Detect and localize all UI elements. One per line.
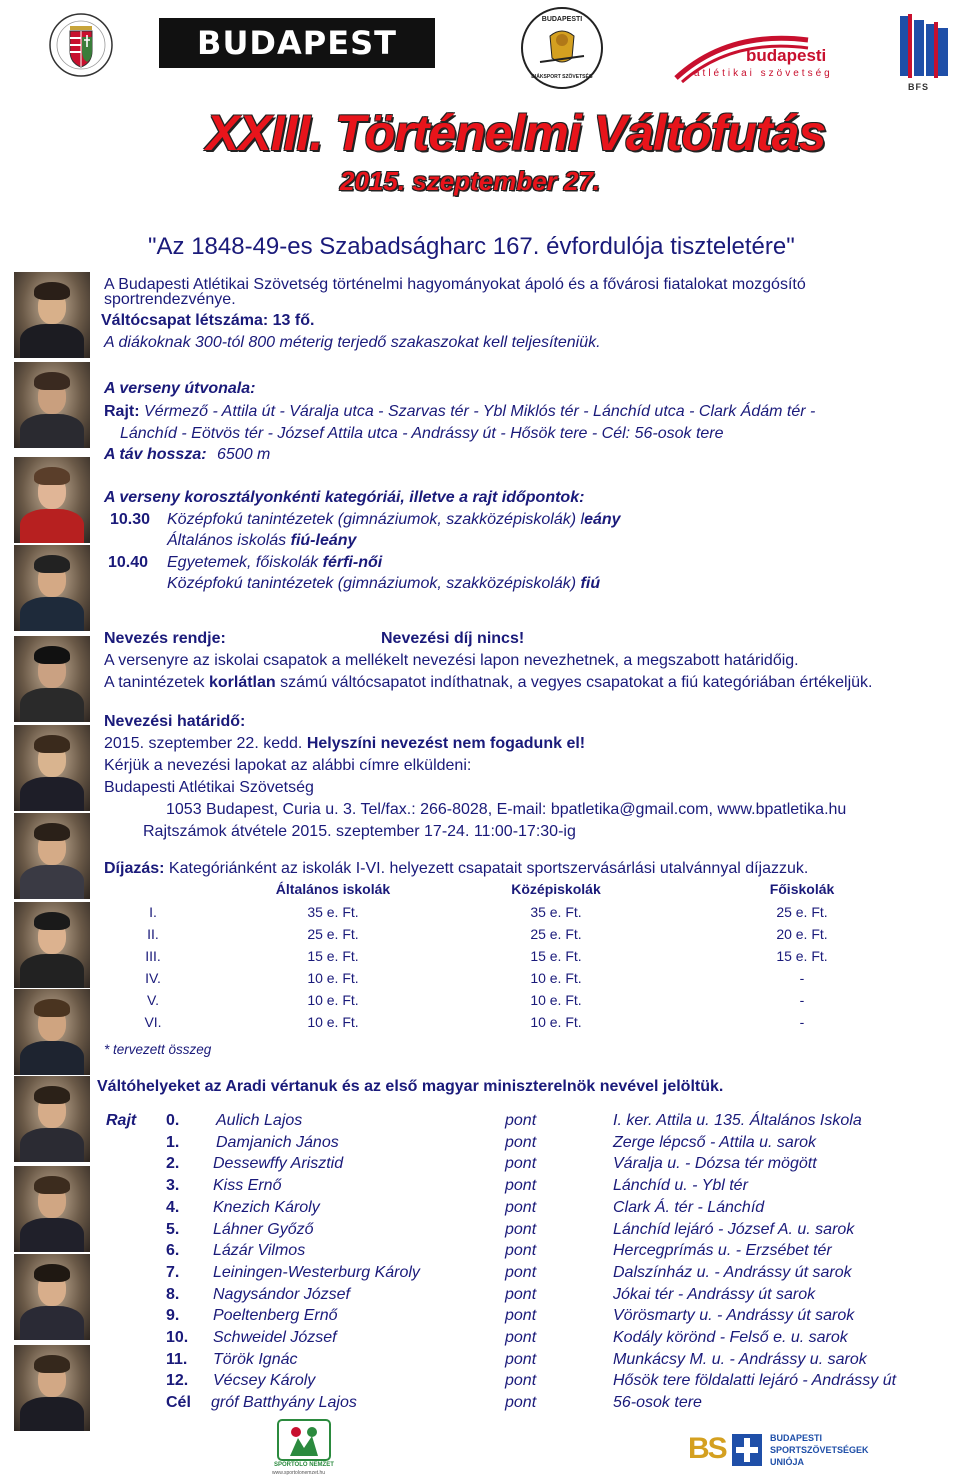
prize-amount: 10 e. Ft. bbox=[530, 1014, 582, 1030]
station-place: 56-osok tere bbox=[613, 1394, 702, 1411]
route-length bbox=[104, 445, 270, 465]
station-name: Vécsey Károly bbox=[213, 1372, 316, 1389]
station-pont: pont bbox=[505, 1177, 537, 1194]
intro-line-1: A Budapesti Atlétikai Szövetség történelmi hagyományokat ápoló és a fővárosi fiatalokat mozgósító bbox=[104, 276, 806, 293]
station-number: 8. bbox=[166, 1286, 180, 1303]
station-pont: pont bbox=[505, 1394, 537, 1411]
event-date: 2015. szeptember 27. bbox=[340, 166, 601, 196]
event-subtitle: "Az 1848-49-es Szabadságharc 167. évfordulója tiszteletére" bbox=[148, 233, 795, 260]
route-line-1 bbox=[104, 402, 815, 422]
deadline-no-onsite: Helyszíni nevezést nem fogadunk el! bbox=[306, 735, 586, 752]
entry-line-2-b: korlátlan bbox=[208, 674, 276, 691]
prize-amount: 25 e. Ft. bbox=[776, 904, 828, 920]
prize-column-header: Középiskolák bbox=[511, 881, 601, 897]
route-line-2: Lánchíd - Eötvös tér - József Attila utca - Andrássy út - Hősök tere - Cél: 56-osok tere bbox=[120, 425, 724, 442]
send-instructions: Kérjük a nevezési lapokat az alábbi címre elküldeni: bbox=[104, 757, 472, 774]
diaksport-szovetseg-logo bbox=[520, 6, 604, 90]
distance-note: A diákoknak 300-tól 800 méterig terjedő szakaszokat kell teljesíteniük. bbox=[104, 334, 601, 351]
prize-amount: 25 e. Ft. bbox=[307, 926, 359, 942]
category-2-line-1-text: Egyetemek, főiskolák bbox=[167, 554, 319, 571]
portrait bbox=[14, 272, 90, 358]
diaksport-top-text: BUDAPESTI bbox=[541, 16, 583, 23]
prizes-line bbox=[104, 859, 808, 879]
bsu-sub-1-text: SPORTSZÖVETSÉGEK bbox=[770, 1445, 869, 1455]
prize-amount: 10 e. Ft. bbox=[307, 970, 359, 986]
prize-note: * tervezett összeg bbox=[104, 1042, 212, 1057]
portrait bbox=[14, 1166, 90, 1252]
sportolo-url: www.sportolonemzet.hu bbox=[272, 1470, 326, 1476]
station-pont: pont bbox=[505, 1372, 537, 1389]
station-pont: pont bbox=[505, 1134, 537, 1151]
station-name: Aulich Lajos bbox=[216, 1112, 303, 1129]
station-pont: pont bbox=[505, 1307, 537, 1324]
route-length-value: 6500 m bbox=[217, 446, 271, 463]
station-number: 10. bbox=[166, 1329, 189, 1346]
portrait bbox=[14, 1076, 90, 1162]
station-name: Nagysándor József bbox=[213, 1286, 350, 1303]
portrait bbox=[14, 636, 90, 722]
station-pont: pont bbox=[505, 1155, 537, 1172]
station-name: Török Ignác bbox=[213, 1351, 298, 1368]
category-2-line-2 bbox=[167, 574, 600, 594]
prize-column-header: Általános iskolák bbox=[275, 881, 391, 897]
category-1-line-1-text: Középfokú tanintézetek (gimnáziumok, szakközépiskolák) l bbox=[167, 511, 585, 528]
station-place: Munkácsy M. u. - Andrássy u. sarok bbox=[613, 1351, 867, 1368]
station-place: Lánchíd u. - Ybl tér bbox=[613, 1177, 748, 1194]
honvedelmi-miniszterium-logo bbox=[48, 2, 114, 88]
budapest-logo-text: BUDAPEST bbox=[197, 24, 397, 62]
station-place: Váralja u. - Dózsa tér mögött bbox=[613, 1155, 817, 1172]
prize-amount: 35 e. Ft. bbox=[530, 904, 582, 920]
station-pont: pont bbox=[505, 1199, 537, 1216]
station-place: Hősök tere földalatti lejáró - Andrássy út bbox=[613, 1372, 897, 1389]
station-pont: pont bbox=[505, 1242, 537, 1259]
prize-amount: 15 e. Ft. bbox=[776, 948, 828, 964]
station-place: Clark Á. tér - Lánchíd bbox=[613, 1199, 765, 1216]
station-place: Zerge lépcső - Attila u. sarok bbox=[613, 1134, 817, 1151]
prize-amount: 10 e. Ft. bbox=[307, 1014, 359, 1030]
prize-place: II. bbox=[147, 926, 159, 942]
prize-amount: - bbox=[799, 992, 805, 1008]
team-size: Váltócsapat létszáma: 13 fő. bbox=[101, 312, 315, 329]
org-name: Budapesti Atlétikai Szövetség bbox=[104, 779, 314, 796]
intro-line-2: sportrendezvénye. bbox=[104, 291, 236, 308]
deadline-line bbox=[104, 734, 585, 754]
category-1-line-2 bbox=[167, 531, 356, 551]
route-line-1-text: Vérmező - Attila út - Váralja utca - Szarvas tér - Ybl Miklós tér - Lánchíd utca - Clark Ádám tér - bbox=[144, 403, 816, 420]
category-1-line-1 bbox=[167, 510, 621, 530]
station-name: Knezich Károly bbox=[213, 1199, 320, 1216]
entry-line-2-c: számú váltócsapatot indíthatnak, a vegyes csapatokat a fiú kategóriában értékeljük. bbox=[280, 674, 873, 691]
entry-line-2-a: A tanintézetek bbox=[104, 674, 205, 691]
diaksport-bottom-text: DIÁKSPORT SZÖVETSÉG bbox=[531, 74, 593, 80]
station-pont: pont bbox=[505, 1221, 537, 1238]
entry-label: Nevezés rendje: bbox=[104, 630, 226, 647]
route-start-label: Rajt: bbox=[104, 403, 140, 420]
prize-amount: 20 e. Ft. bbox=[776, 926, 828, 942]
prize-amount: 15 e. Ft. bbox=[307, 948, 359, 964]
portrait bbox=[14, 457, 90, 543]
prize-place: VI. bbox=[144, 1014, 162, 1030]
categories-heading: A verseny korosztályonkénti kategóriái, illetve a rajt időpontok: bbox=[104, 489, 585, 506]
station-name: Kiss Ernő bbox=[213, 1177, 282, 1194]
bsu-mark: BS bbox=[688, 1432, 726, 1465]
prize-place: V. bbox=[147, 992, 159, 1008]
portrait bbox=[14, 1254, 90, 1340]
category-2-line-1-gender: férfi-női bbox=[322, 554, 383, 571]
portrait bbox=[14, 1345, 90, 1431]
prize-amount: - bbox=[799, 970, 805, 986]
category-time-1: 10.30 bbox=[110, 511, 151, 528]
prize-amount: - bbox=[799, 1014, 805, 1030]
category-1-line-2-gender: fiú-leány bbox=[290, 532, 357, 549]
bsu-sub-2-text: UNIÓJA bbox=[770, 1457, 805, 1467]
stations-heading: Váltóhelyeket az Aradi vértanuk és az első magyar miniszterelnök nevével jelöltük. bbox=[97, 1078, 724, 1095]
prize-amount: 15 e. Ft. bbox=[530, 948, 582, 964]
route-length-label: A táv hossza: bbox=[104, 446, 207, 463]
bfs-text: BFS bbox=[908, 82, 929, 92]
category-2-line-2-gender: fiú bbox=[580, 575, 601, 592]
prize-place: I. bbox=[149, 904, 157, 920]
station-pont: pont bbox=[505, 1329, 537, 1346]
station-number: 4. bbox=[166, 1199, 180, 1216]
portrait bbox=[14, 725, 90, 811]
station-name: Dessewffy Arisztid bbox=[213, 1155, 344, 1172]
org-address: 1053 Budapest, Curia u. 3. Tel/fax.: 266-8028, E-mail: bpatletika@gmail.com, www.bpatletika.hu bbox=[166, 801, 847, 818]
station-place: Lánchíd lejáró - József A. u. sarok bbox=[613, 1221, 855, 1238]
category-1-line-1-gender: eány bbox=[584, 511, 621, 528]
bas-main-text: budapesti bbox=[746, 46, 827, 65]
entry-line-1: A versenyre az iskolai csapatok a mellékelt nevezési lapon nevezhetnek, a megszabott határidőig. bbox=[104, 652, 799, 669]
race-numbers-pickup: Rajtszámok átvétele 2015. szeptember 17-24. 11:00-17:30-ig bbox=[143, 823, 576, 840]
entry-line-2 bbox=[104, 673, 872, 693]
station-pont: pont bbox=[505, 1112, 537, 1129]
station-place: I. ker. Attila u. 135. Általános Iskola bbox=[613, 1112, 862, 1129]
station-number: 0. bbox=[166, 1112, 180, 1129]
prize-place: IV. bbox=[145, 970, 161, 986]
station-name: Lázár Vilmos bbox=[213, 1242, 306, 1259]
prize-amount: 25 e. Ft. bbox=[530, 926, 582, 942]
station-number: 5. bbox=[166, 1221, 180, 1238]
prize-column-header: Főiskolák bbox=[769, 881, 835, 897]
station-place: Hercegprímás u. - Erzsébet tér bbox=[613, 1242, 832, 1259]
page-title: XXIII. Történelmi Váltófutás bbox=[206, 105, 826, 161]
station-name: Schweidel József bbox=[213, 1329, 337, 1346]
category-time-2: 10.40 bbox=[108, 554, 149, 571]
station-name: Leiningen-Westerburg Károly bbox=[213, 1264, 420, 1281]
sportolo-nemzet-logo bbox=[272, 1418, 336, 1478]
category-2-line-1 bbox=[167, 553, 382, 573]
station-name: Láhner Győző bbox=[213, 1221, 314, 1238]
prize-amount: 10 e. Ft. bbox=[530, 970, 582, 986]
bfs-logo bbox=[896, 12, 952, 96]
portrait bbox=[14, 545, 90, 631]
deadline-date: 2015. szeptember 22. kedd. bbox=[104, 735, 303, 752]
station-place: Dalszínház u. - Andrássy út sarok bbox=[613, 1264, 852, 1281]
prizes-label: Díjazás: bbox=[104, 860, 165, 877]
station-number: 3. bbox=[166, 1177, 180, 1194]
station-place: Vörösmarty u. - Andrássy út sarok bbox=[613, 1307, 855, 1324]
station-place: Jókai tér - Andrássy út sarok bbox=[613, 1286, 816, 1303]
station-name: gróf Batthyány Lajos bbox=[211, 1394, 357, 1411]
portrait bbox=[14, 813, 90, 899]
deadline-label: Nevezési határidő: bbox=[104, 713, 246, 730]
station-number: Cél bbox=[166, 1394, 191, 1411]
portrait bbox=[14, 902, 90, 988]
station-number: 11. bbox=[166, 1351, 188, 1368]
stations-start-label: Rajt bbox=[106, 1112, 137, 1129]
route-heading: A verseny útvonala: bbox=[104, 380, 256, 397]
station-number: 9. bbox=[166, 1307, 180, 1324]
station-name: Poeltenberg Ernő bbox=[213, 1307, 338, 1324]
bas-sub-text: atlétikai szövetség bbox=[694, 68, 833, 79]
station-number: 12. bbox=[166, 1372, 189, 1389]
prizes-text: Kategóriánként az iskolák I-VI. helyezett csapatait sportszervásárlási utalvánnyal díjazzuk. bbox=[168, 860, 809, 877]
prize-amount: 10 e. Ft. bbox=[530, 992, 582, 1008]
station-pont: pont bbox=[505, 1351, 537, 1368]
bsu-logo bbox=[688, 1432, 878, 1472]
prize-place: III. bbox=[145, 948, 161, 964]
station-number: 6. bbox=[166, 1242, 180, 1259]
entry-fee: Nevezési díj nincs! bbox=[381, 630, 525, 647]
category-2-line-2-text: Középfokú tanintézetek (gimnáziumok, szakközépiskolák) bbox=[167, 575, 577, 592]
station-number: 1. bbox=[166, 1134, 180, 1151]
category-1-line-2-text: Általános iskolás bbox=[167, 532, 287, 549]
bas-logo bbox=[668, 28, 858, 88]
station-number: 7. bbox=[166, 1264, 180, 1281]
station-name: Damjanich János bbox=[216, 1134, 339, 1151]
prize-amount: 35 e. Ft. bbox=[307, 904, 359, 920]
station-pont: pont bbox=[505, 1264, 537, 1281]
portrait bbox=[14, 362, 90, 448]
station-number: 2. bbox=[166, 1155, 180, 1172]
station-place: Kodály körönd - Felső e. u. sarok bbox=[613, 1329, 848, 1346]
bsu-main-text: BUDAPESTI bbox=[770, 1433, 823, 1443]
budapest-logo bbox=[159, 18, 435, 68]
portrait bbox=[14, 989, 90, 1075]
prize-amount: 10 e. Ft. bbox=[307, 992, 359, 1008]
station-pont: pont bbox=[505, 1286, 537, 1303]
sportolo-text: SPORTOLÓ NEMZET bbox=[274, 1462, 334, 1468]
